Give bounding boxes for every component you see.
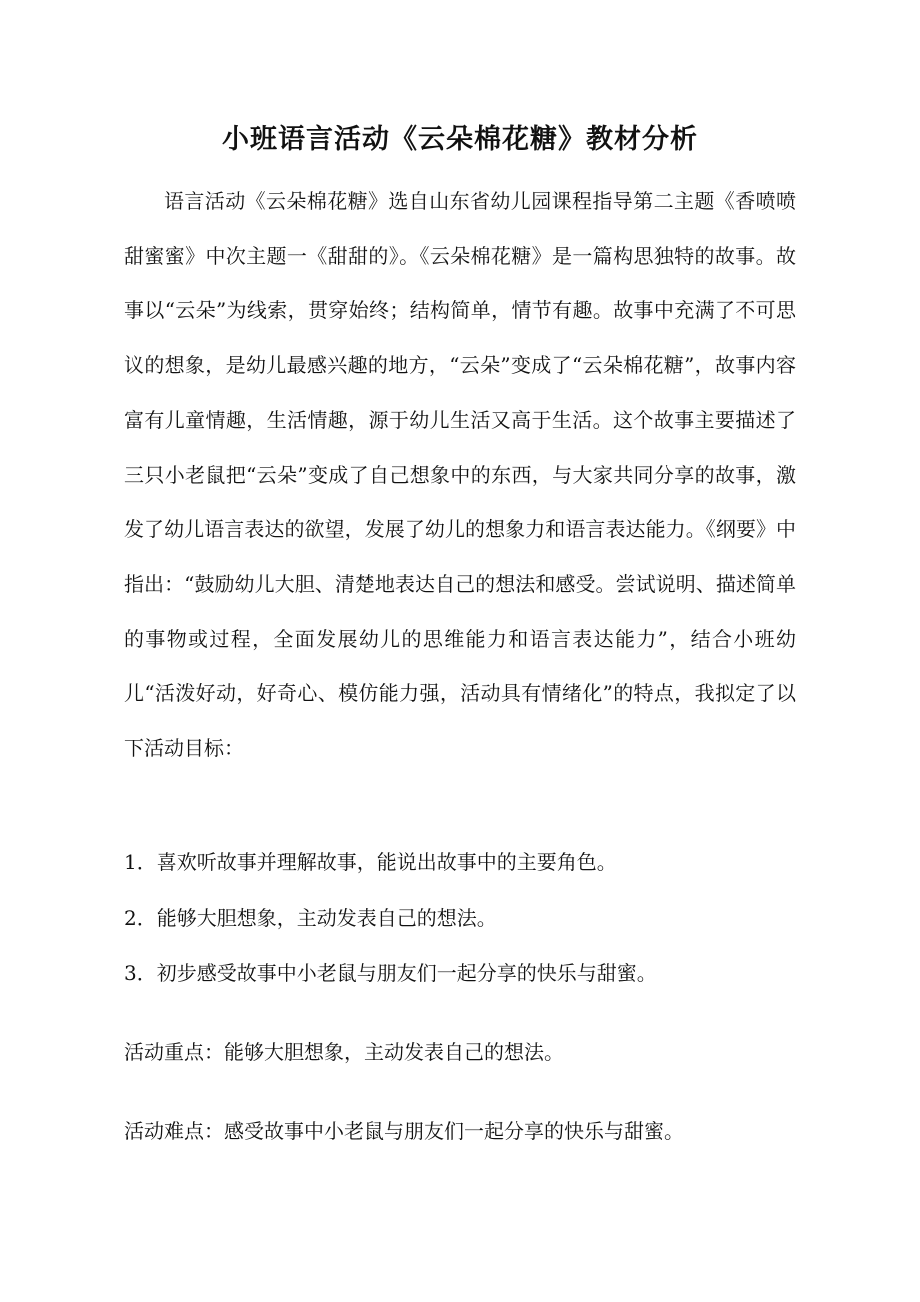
- activity-difficulty: 活动难点：感受故事中小老鼠与朋友们一起分享的快乐与甜蜜。: [124, 1119, 684, 1143]
- activity-focus: 活动重点：能够大胆想象，主动发表自己的想法。: [124, 1040, 564, 1064]
- activity-goal-3: 3．初步感受故事中小老鼠与朋友们一起分享的快乐与甜蜜。: [124, 961, 657, 985]
- activity-goal-1: 1．喜欢听故事并理解故事，能说出故事中的主要角色。: [124, 850, 617, 874]
- document-title: 小班语言活动《云朵棉花糖》教材分析: [222, 124, 698, 155]
- activity-goal-2: 2．能够大胆想象，主动发表自己的想法。: [124, 906, 497, 930]
- intro-paragraph: 语言活动《云朵棉花糖》选自山东省幼儿园课程指导第二主题《香喷喷 甜蜜蜜》中次主题一《甜甜的》。《云朵棉花糖》是一篇构思独特的故事。故事以“云朵”为线索，贯穿始终；结构简单，情节有趣。故事中充满了不可思议的想象，是幼儿最感兴趣的地方，“云朵”变成了“云朵棉花糖”，故事内容富有儿童情趣，生活情趣，源于幼儿生活又高于生活。这个故事主要描述了三只小老鼠把“云朵”变成了自己想象中的东西，与大家共同分享的故事，激发了幼儿语言表达的欲望，发展了幼儿的想象力和语言表达能力。《纲要》中指出：“鼓励幼儿大胆、清楚地表达自己的想法和感受。尝试说明、描述简单的事物或过程，全面发展幼儿的思维能力和语言表达能力”，结合小班幼儿“活泼好动，好奇心、模仿能力强，活动具有情绪化”的特点，我拟定了以下活动目标：: [124, 189, 796, 761]
